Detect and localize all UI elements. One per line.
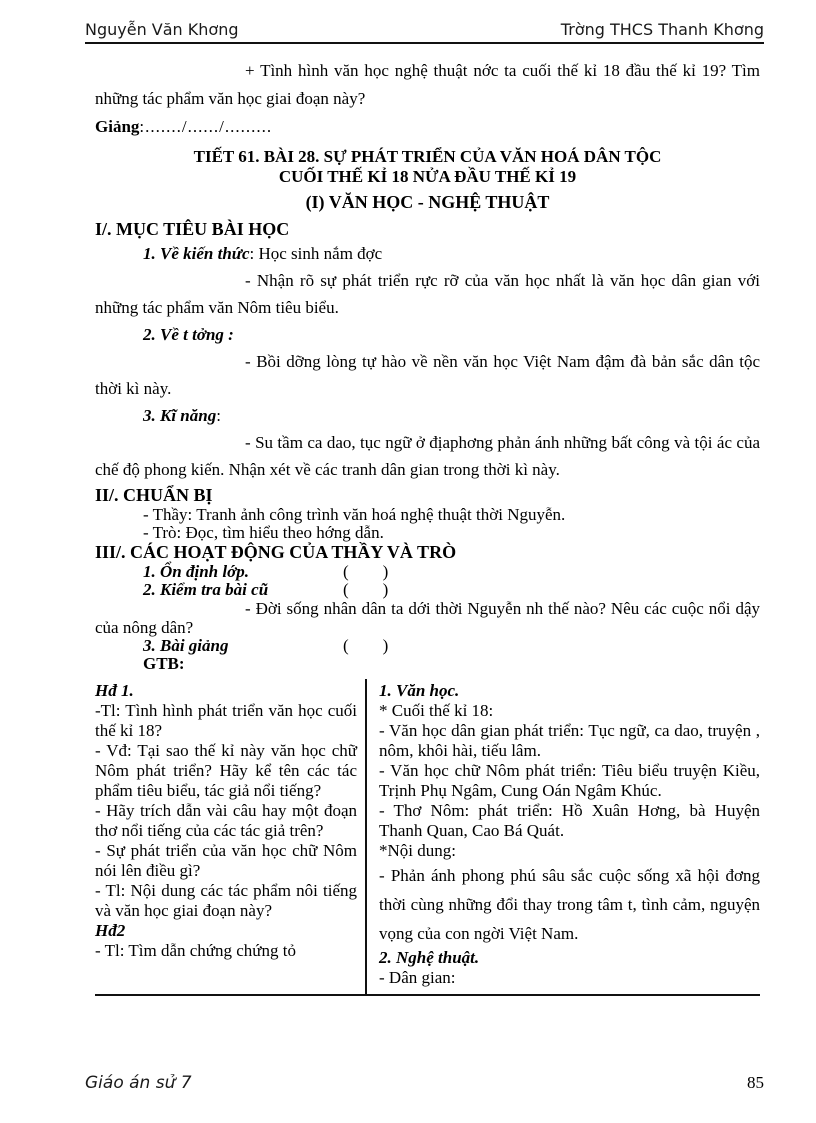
- activities-column: [95, 679, 367, 994]
- content-folk-art: - Dân gian:: [379, 968, 456, 987]
- objective-skill-text: :: [216, 406, 221, 425]
- step-check-label: 2. Kiểm tra bài cũ: [143, 580, 269, 599]
- content-folk-literature: - Văn học dân gian phát triển: Tục ngữ, ca dao, truyện , nôm, khôi hài, tiếu lâm.: [379, 721, 760, 760]
- objective-skill-body: - Su tầm ca dao, tục ngữ ở địaphơng phản ánh những bất công và tội ác của chế độ phong kiến. Nhận xét về các tranh dân gian trong thời kì này.: [95, 433, 760, 479]
- content-topic-heading: *Nội dung:: [379, 841, 456, 860]
- giang-dots: :......./....../.........: [139, 117, 273, 136]
- objective-skill: [143, 402, 760, 429]
- lesson-table: [95, 679, 760, 996]
- step-check: [143, 581, 760, 599]
- content-period: * Cuối thế kỉ 18:: [379, 701, 494, 720]
- objective-attitude-label: 2. Về t tởng :: [143, 325, 234, 344]
- section2-heading: II/. CHUẨN BỊ: [95, 485, 213, 505]
- giang-label: Giảng: [95, 117, 140, 136]
- activity1-q4: - Sự phát triển của văn học chữ Nôm nói lên điều gì?: [95, 841, 357, 880]
- step-lecture-paren: ( ): [343, 636, 389, 655]
- activity2-heading: Hđ2: [95, 921, 126, 940]
- activity1-q2: - Vđ: Tại sao thế kỉ này văn học chữ Nôm phát triển? Hãy kể tên các tác phẩm tiêu biểu, tác giả nổi tiếng?: [95, 741, 357, 800]
- lesson-title: [95, 147, 760, 213]
- lesson-title-line2: CUỐI THẾ KỈ 18 NỬA ĐẦU THẾ KỈ 19: [278, 167, 577, 186]
- objective-attitude: [143, 321, 760, 348]
- lesson-title-line1: TIẾT 61. BÀI 28. SỰ PHÁT TRIỂN CỦA VĂN HOÁ DÂN TỘC: [193, 147, 662, 166]
- content-nom-literature: - Văn học chữ Nôm phát triển: Tiêu biểu truyện Kiều, Trịnh Phụ Ngâm, Cung Oán Ngâm Khúc.: [379, 761, 760, 800]
- step-stabilize-paren: ( ): [343, 562, 389, 581]
- objective-skill-label: 3. Kĩ năng: [143, 406, 217, 425]
- objective-attitude-body: - Bồi dỡng lòng tự hào về nền văn học Việt Nam đậm đà bản sắc dân tộc thời kì này.: [95, 352, 760, 398]
- step-stabilize: [143, 563, 760, 581]
- step-check-paren: ( ): [343, 580, 389, 599]
- objective-knowledge-text: : Học sinh nắm đợc: [249, 244, 383, 263]
- content-column: [367, 679, 760, 994]
- activity2-q1: - Tl: Tìm dẫn chứng chứng tỏ: [95, 941, 296, 960]
- content-art-heading: 2. Nghệ thuật.: [379, 948, 480, 967]
- page-number: 85: [747, 1073, 764, 1092]
- page-footer: [85, 1073, 764, 1093]
- activity1-q3: - Hãy trích dẫn vài câu hay một đoạn thơ nổi tiếng của các tác giả trên?: [95, 801, 357, 840]
- objective-knowledge-label: 1. Về kiến thức: [143, 244, 250, 263]
- content-nom-poetry: - Thơ Nôm: phát triển: Hồ Xuân Hơng, bà Huyện Thanh Quan, Cao Bá Quát.: [379, 801, 760, 840]
- document-name: Giáo án sử 7: [85, 1073, 192, 1093]
- school-name: Trờng THCS Thanh Khơng: [560, 20, 764, 39]
- prep-student: - Trò: Đọc, tìm hiểu theo hớng dẫn.: [143, 523, 384, 542]
- section3-heading: III/. CÁC HOẠT ĐỘNG CỦA THẦY VÀ TRÒ: [95, 542, 457, 562]
- lesson-title-line3: (I) VĂN HỌC - NGHỆ THUẬT: [305, 192, 550, 212]
- step-lecture: [143, 637, 760, 655]
- activity1-heading: Hđ 1.: [95, 681, 134, 700]
- step-lecture-label: 3. Bài giảng: [143, 636, 229, 655]
- giang-line: [95, 113, 760, 141]
- objective-knowledge: [143, 240, 760, 267]
- content-literature-heading: 1. Văn học.: [379, 681, 460, 700]
- section1-heading: I/. MỤC TIÊU BÀI HỌC: [95, 219, 290, 239]
- objective-knowledge-body: - Nhận rõ sự phát triển rực rỡ của văn học nhất là văn học dân gian với những tác phẩm văn Nôm tiêu biểu.: [95, 271, 760, 317]
- step-stabilize-label: 1. Ổn định lớp.: [143, 562, 249, 581]
- check-question: - Đời sống nhân dân ta dới thời Nguyễn nh thế nào? Nêu các cuộc nổi dậy của nông dân?: [95, 599, 760, 637]
- gtb-label: GTB:: [143, 654, 185, 673]
- author-name: Nguyễn Văn Khơng: [85, 20, 239, 39]
- activity1-q1: -Tl: Tình hình phát triển văn học cuối thế kỉ 18?: [95, 701, 357, 740]
- prep-teacher: - Thầy: Tranh ảnh công trình văn hoá nghệ thuật thời Nguyễn.: [143, 505, 566, 524]
- page-header: [85, 20, 764, 44]
- intro-question: + Tình hình văn học nghệ thuật nớc ta cuối thế kỉ 18 đầu thế kỉ 19? Tìm những tác phẩm văn học giai đoạn này?: [95, 61, 760, 108]
- content-topic-body: - Phản ánh phong phú sâu sắc cuộc sống xã hội đơng thời cùng những đổi thay trong tâm t, tình cảm, nguyện vọng của con ngời Việt Nam.: [379, 866, 760, 943]
- activity1-q5: - Tl: Nội dung các tác phẩm nôi tiếng và văn học giai đoạn này?: [95, 881, 357, 920]
- document-body: [95, 57, 760, 996]
